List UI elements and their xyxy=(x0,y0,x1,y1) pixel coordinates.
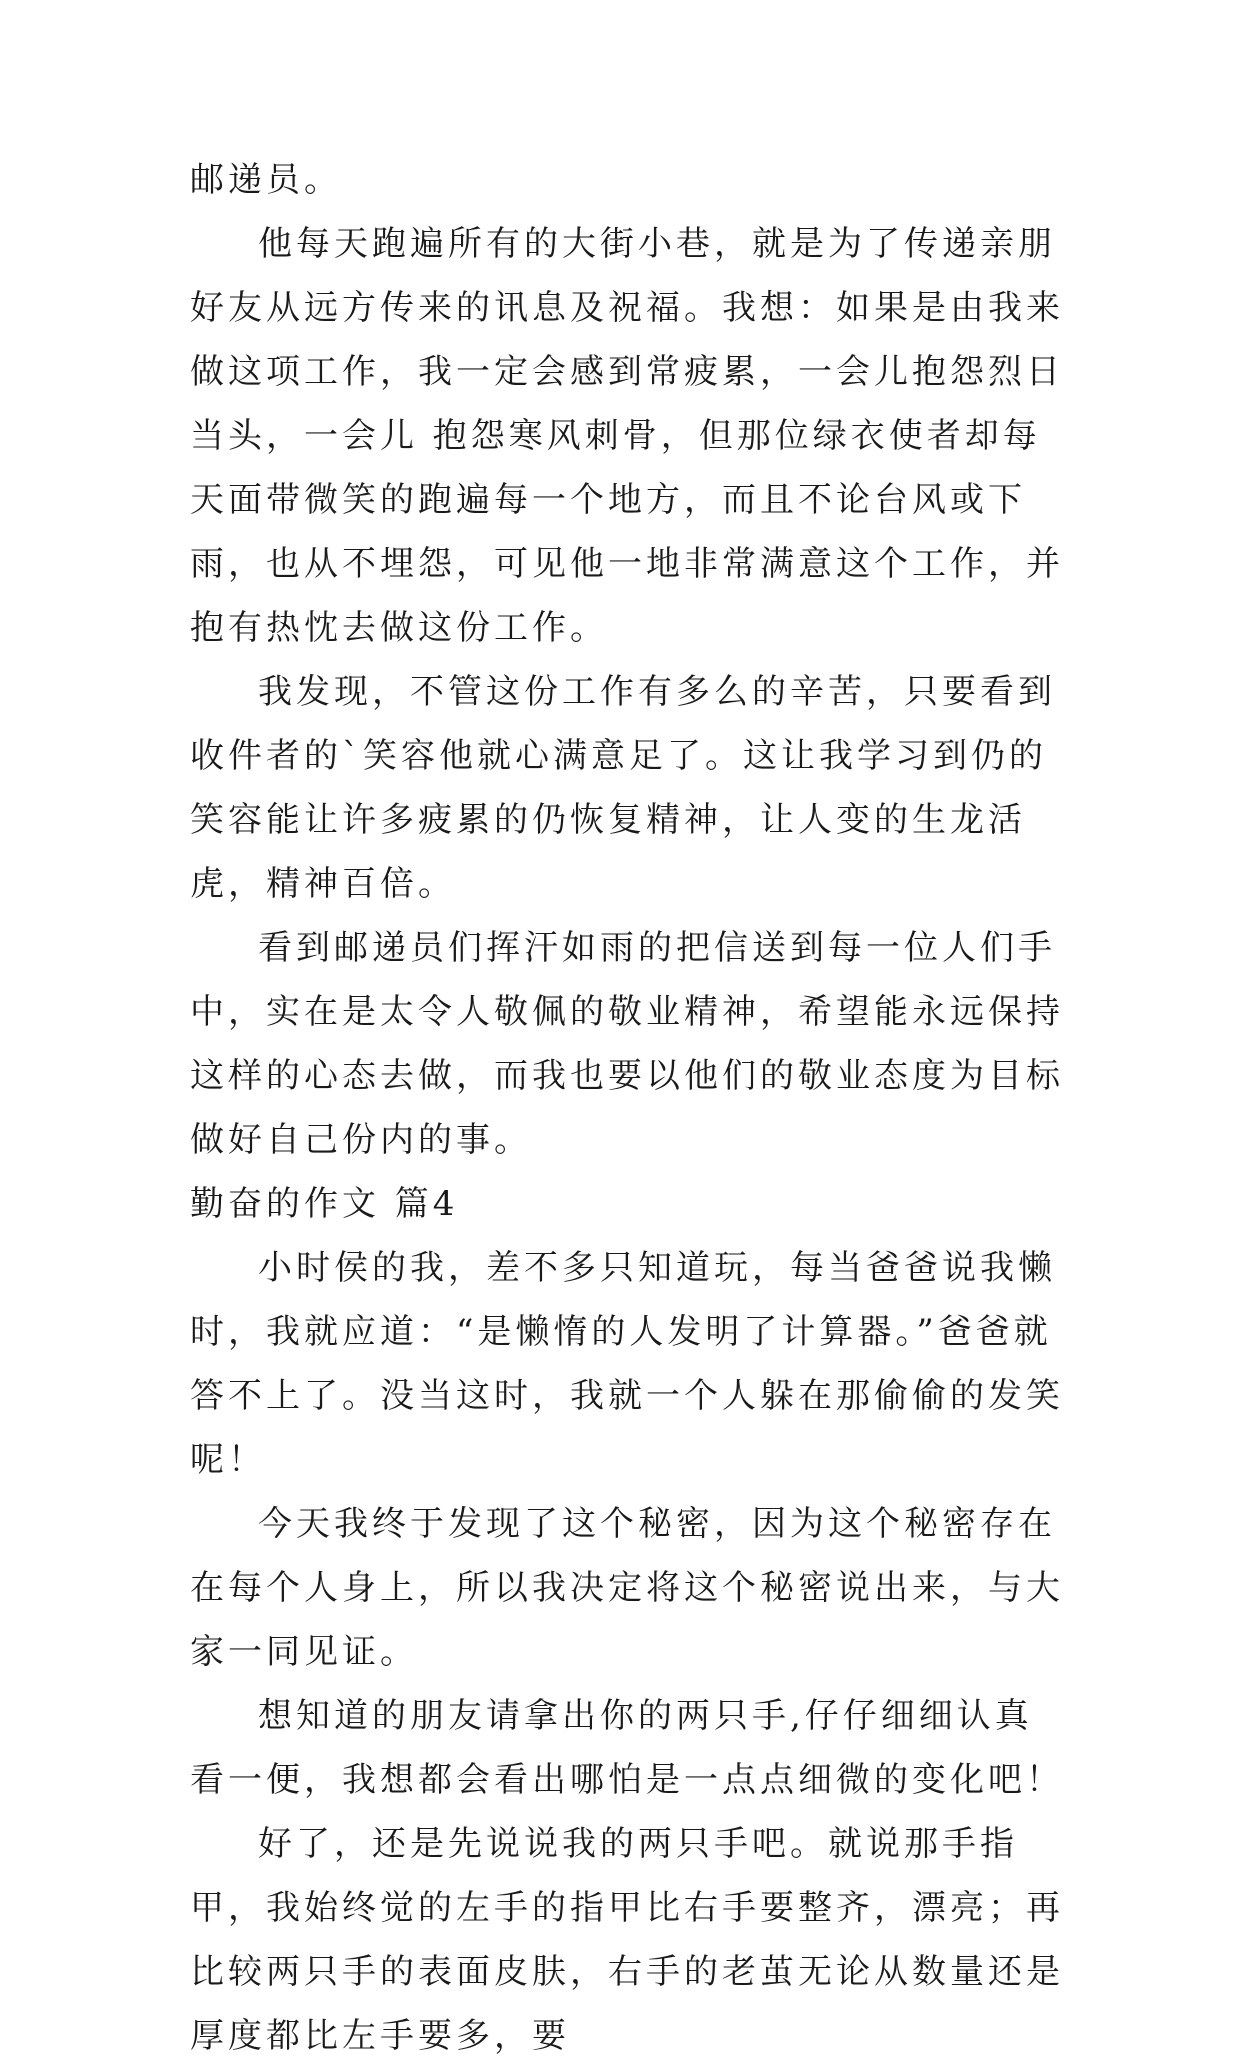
paragraph: 想知道的朋友请拿出你的两只手,仔仔细细认真看一便，我想都会看出哪怕是一点点细微的变化吧！ xyxy=(190,1696,1064,1800)
section-heading: 勤奋的作文 篇4 xyxy=(190,1184,459,1224)
paragraph: 我发现，不管这份工作有多么的辛苦，只要看到收件者的`笑容他就心满意足了。这让我学习到仍的笑容能让许多疲累的仍恢复精神，让人变的生龙活虎，精神百倍。 xyxy=(190,672,1056,904)
paragraph: 今天我终于发现了这个秘密，因为这个秘密存在在每个人身上，所以我决定将这个秘密说出来，与大家一同见证。 xyxy=(190,1504,1064,1672)
paragraph: 好了，还是先说说我的两只手吧。就说那手指甲，我始终觉的左手的指甲比右手要整齐，漂亮；再比较两只手的表面皮肤，右手的老茧无论从数量还是厚度都比左手要多，要 xyxy=(190,1824,1064,2056)
paragraph: 他每天跑遍所有的大街小巷，就是为了传递亲朋好友从远方传来的讯息及祝福。我想：如果是由我来做这项工作，我一定会感到常疲累，一会儿抱怨烈日当头，一会儿 抱怨寒风刺骨，但那位绿衣使者却每天面带微笑的跑遍每一个地方，而且不论台风或下雨，也从不埋怨，可见他一地非常满意这个工作，并抱有热忱去做这份工作。 xyxy=(190,224,1064,648)
paragraph: 看到邮递员们挥汗如雨的把信送到每一位人们手中，实在是太令人敬佩的敬业精神，希望能永远保持这样的心态去做，而我也要以他们的敬业态度为目标做好自己份内的事。 xyxy=(190,928,1064,1160)
document-body xyxy=(190,148,1070,2068)
lead-line: 邮递员。 xyxy=(190,160,342,200)
paragraph: 小时侯的我，差不多只知道玩，每当爸爸说我懒时，我就应道：“是懒惰的人发明了计算器。”爸爸就答不上了。没当这时，我就一个人躲在那偷偷的发笑呢！ xyxy=(190,1248,1064,1480)
